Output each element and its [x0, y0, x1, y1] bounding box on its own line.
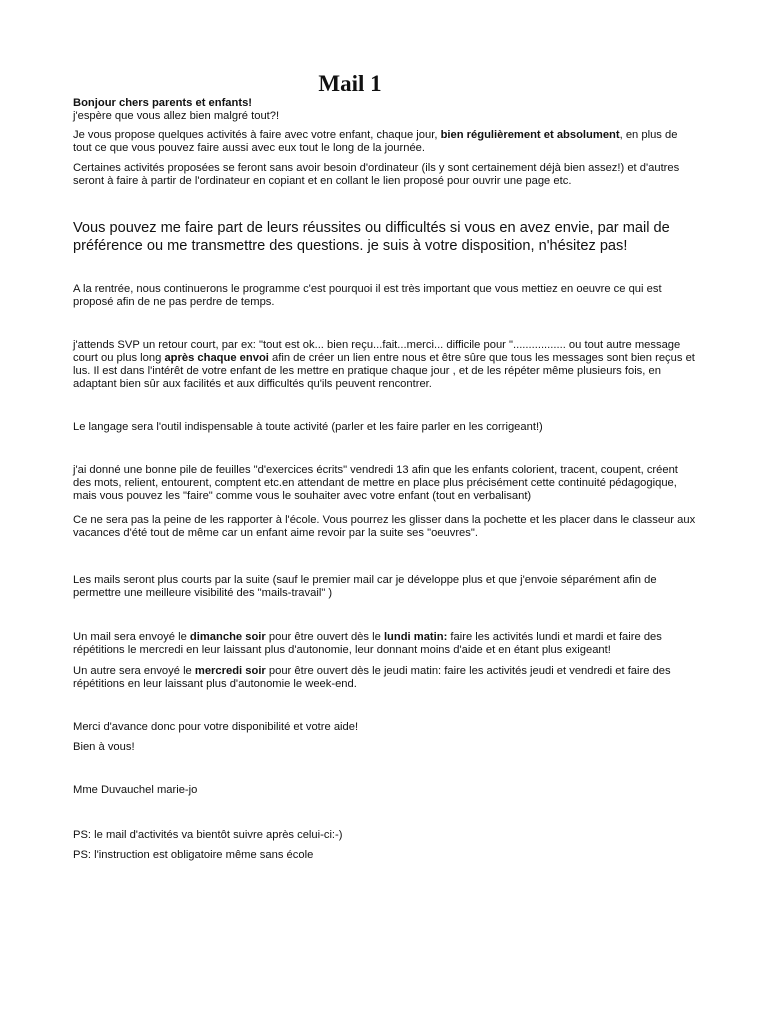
p5-text-c: afin de créer un lien entre nous et être sûre que tous les messages sont bien reçus et lus. Il est dans l'intérêt de votre enfant de les mettre en pratique chaque jour , et de les répéter même plusieurs fois, en adaptant bien sûr aux facilités et aux difficultés qu'ils peuvent rencontrer.	[73, 352, 695, 390]
p11-bold: mercredi soir	[194, 665, 266, 677]
thanks-line: Merci d'avance donc pour votre disponibilité et votre aide!	[73, 721, 359, 733]
closing-line: Bien à vous!	[73, 741, 135, 753]
p10-text-a: Un mail sera envoyé le	[73, 631, 190, 643]
paragraph-rapporter: Ce ne sera pas la peine de les rapporter à l'école. Vous pourrez les glisser dans la pochette et les placer dans le classeur aux vacances d'été tout de même car un enfant aime revoir par la suite ses "oeuvres".	[73, 514, 696, 539]
paragraph-feuilles: j'ai donné une bonne pile de feuilles "d'exercices écrits" vendredi 13 afin que les enfants colorient, tracent, coupent, créent des mots, relient, entourent, comptent etc.en attendant de mettre en place plus précisément cette continuité pédagogique, mais vous pouvez les "faire" comme vous le souhaiter avec votre enfant (tout en verbalisant)	[73, 464, 678, 502]
p5-bold: après chaque envoi	[164, 352, 269, 364]
paragraph-dimanche	[73, 631, 698, 657]
greeting-line2: j'espère que vous allez bien malgré tout?!	[73, 110, 280, 122]
p1-text-a: Je vous propose quelques activités à faire avec votre enfant, chaque jour,	[73, 129, 441, 141]
paragraph-computer: Certaines activités proposées se feront sans avoir besoin d'ordinateur (ils y sont certainement déjà bien assez!) et d'autres seront à faire à partir de l'ordinateur en copiant et en collant le lien proposé pour ouvrir une page etc.	[73, 162, 680, 187]
postscript-1: PS: le mail d'activités va bientôt suivre après celui-ci:-)	[73, 829, 343, 841]
p10-bold-dimanche: dimanche soir	[189, 631, 266, 643]
greeting	[73, 97, 698, 123]
p10-text-c: pour être ouvert dès le	[265, 631, 384, 643]
paragraph-activities	[73, 129, 698, 155]
postscript-2: PS: l'instruction est obligatoire même sans école	[73, 849, 314, 861]
paragraph-feedback-large: Vous pouvez me faire part de leurs réussites ou difficultés si vous en avez envie, par mail de préférence ou me transmettre des questions. je suis à votre disposition, n'hésitez pas!	[73, 220, 670, 254]
page-title: Mail 1	[318, 71, 382, 96]
p11-text-c: pour être ouvert dès le jeudi matin: faire les activités jeudi et vendredi et faire des répétitions en leur laissant plus d'autonomie le week-end.	[73, 665, 671, 690]
greeting-bold: Bonjour chers parents et enfants!	[73, 97, 253, 109]
p5-text-a: j'attends SVP un retour court, par ex: "tout est ok... bien reçu...fait...merci... difficile pour "................. ou tout autre message court ou plus long	[73, 339, 681, 364]
p11-text-a: Un autre sera envoyé le	[73, 665, 195, 677]
p10-text-e: faire les activités lundi et mardi et faire des répétitions le mercredi en leur laissant plus d'autonomie, leur donnant moins d'aide et en étant plus exigeant!	[73, 631, 662, 656]
paragraph-rentree: A la rentrée, nous continuerons le programme c'est pourquoi il est très important que vous mettiez en oeuvre ce qui est proposé afin de ne pas perdre de temps.	[73, 283, 662, 308]
paragraph-mercredi	[73, 665, 698, 691]
paragraph-mails-courts: Les mails seront plus courts par la suite (sauf le premier mail car je développe plus et que j'envoie séparément afin de permettre une meilleure visibilité des "mails-travail" )	[73, 574, 657, 599]
signature: Mme Duvauchel marie-jo	[73, 784, 198, 796]
p10-bold-lundi: lundi matin:	[383, 631, 448, 643]
p1-text-c: , en plus de tout ce que vous pouvez faire aussi avec eux tout le long de la journée.	[73, 129, 678, 154]
paragraph-langage: Le langage sera l'outil indispensable à toute activité (parler et les faire parler en les corrigeant!)	[73, 421, 543, 433]
paragraph-retour	[73, 339, 698, 391]
p1-bold: bien régulièrement et absolument	[440, 129, 620, 141]
